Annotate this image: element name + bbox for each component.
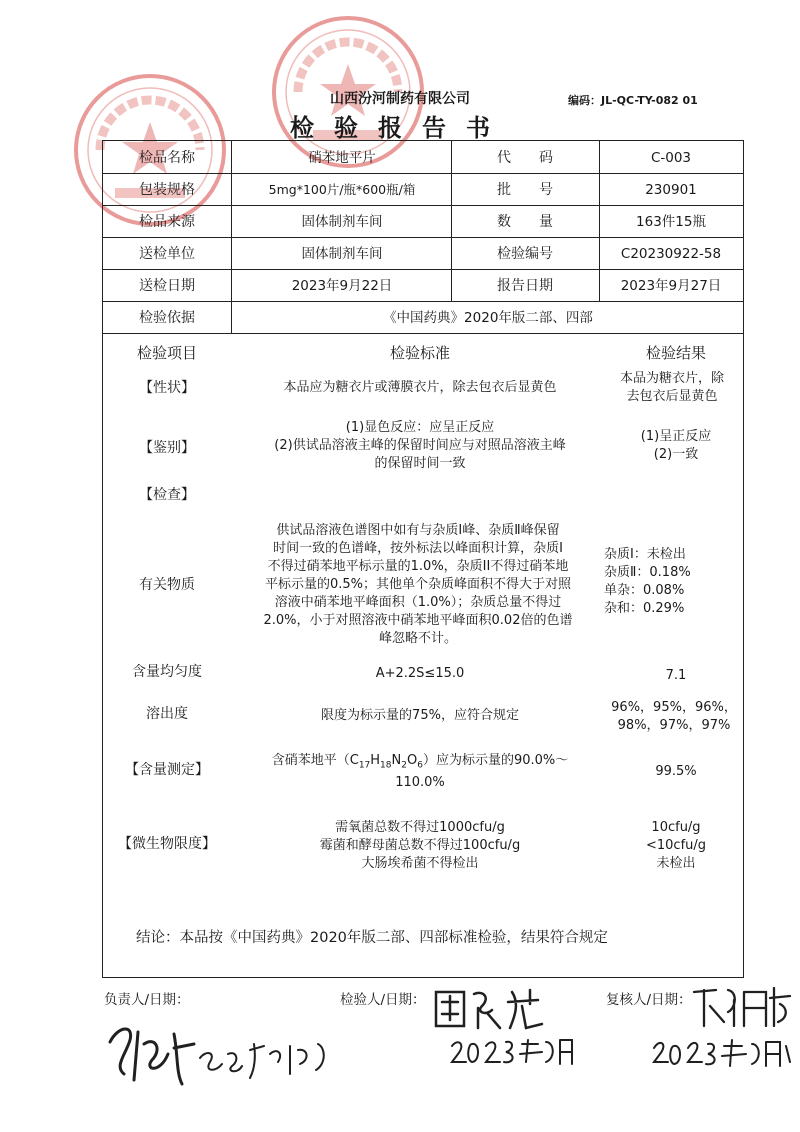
result-line: 杂质Ⅱ：0.18% bbox=[604, 565, 691, 580]
result-line: (2)一致 bbox=[653, 447, 699, 462]
code-value: C-003 bbox=[650, 149, 692, 166]
result-line: 10cfu/g bbox=[651, 820, 701, 835]
report-title: 检验报告书 bbox=[290, 114, 510, 142]
inspector-date-handwriting bbox=[448, 1034, 578, 1068]
standard-line bbox=[272, 752, 569, 775]
conclusion: 结论：本品按《中国药典》2020年版二部、四部标准检验，结果符合规定 bbox=[136, 930, 608, 946]
standard-line: 大肠埃希菌不得检出 bbox=[361, 856, 479, 871]
formula-letter: O bbox=[406, 752, 418, 768]
standard-line: 不得过硝苯地平标示量的1.0%，杂质II不得过硝苯地 bbox=[267, 559, 569, 574]
package-label: 包装规格 bbox=[139, 181, 195, 198]
row-divider bbox=[103, 333, 743, 334]
test-standard-micro bbox=[232, 816, 608, 876]
test-result-identification bbox=[608, 422, 744, 470]
batch-label: 批 号 bbox=[497, 181, 553, 198]
standard-line: (1)显色反应：应呈正反应 bbox=[345, 420, 495, 435]
result-line: 杂质Ⅰ：未检出 bbox=[604, 547, 686, 562]
inspector-signature bbox=[430, 984, 570, 1034]
source-label: 检品来源 bbox=[139, 213, 195, 230]
company-name: 山西汾河制药有限公司 bbox=[330, 91, 470, 107]
test-standard-related bbox=[222, 514, 614, 656]
result-line: 去包衣后显黄色 bbox=[626, 389, 718, 404]
test-item-related: 有关物质 bbox=[139, 577, 195, 593]
basis-value: 《中国药典》2020年版二部、四部 bbox=[383, 309, 593, 326]
source-value: 固体制剂车间 bbox=[301, 213, 383, 230]
column-header-item: 检验项目 bbox=[136, 344, 197, 362]
document-code: 编码：JL-QC-TY-082 01 bbox=[568, 94, 698, 107]
subscript: 18 bbox=[380, 760, 392, 771]
column-header-result: 检验结果 bbox=[645, 344, 706, 362]
test-item-identification: 【鉴别】 bbox=[139, 440, 195, 456]
result-line: 杂和：0.29% bbox=[604, 601, 685, 616]
test-result-appearance bbox=[600, 366, 744, 410]
formula-letter: N bbox=[391, 752, 402, 768]
sender-value: 固体制剂车间 bbox=[301, 245, 383, 262]
result-line: 98%，97%，97% bbox=[617, 718, 731, 733]
standard-line: (2)供试品溶液主峰的保留时间应与对照品溶液主峰 bbox=[274, 438, 566, 453]
test-result-dissolution bbox=[604, 696, 744, 738]
test-result-assay: 99.5% bbox=[655, 764, 697, 779]
standard-line: 供试品溶液色谱图中如有与杂质Ⅰ峰、杂质Ⅱ峰保留 bbox=[276, 523, 560, 538]
quantity-label: 数 量 bbox=[497, 213, 553, 230]
result-line: 96%，95%，96%， bbox=[611, 700, 737, 715]
standard-line: 平标示量的0.5%；其他单个杂质峰面积不得大于对照 bbox=[264, 577, 572, 592]
standard-line: 霉菌和酵母菌总数不得过100cfu/g bbox=[319, 838, 521, 853]
standard-line: 溶液中硝苯地平峰面积（1.0%）；杂质总量不得过 bbox=[274, 595, 562, 610]
test-item-check: 【检查】 bbox=[139, 487, 195, 503]
send-date-value: 2023年9月22日 bbox=[291, 277, 393, 294]
inspect-no-value: C20230922-58 bbox=[620, 245, 722, 262]
sender-label: 送检单位 bbox=[139, 245, 195, 262]
result-line: (1)呈正反应 bbox=[640, 429, 712, 444]
result-line: 未检出 bbox=[656, 856, 696, 871]
result-line: <10cfu/g bbox=[645, 838, 707, 853]
test-standard-assay bbox=[232, 750, 608, 794]
test-standard-appearance: 本品应为糖衣片或薄膜衣片，除去包衣后显黄色 bbox=[283, 380, 557, 395]
test-result-micro bbox=[608, 816, 744, 876]
standard-line: 2.0%，小于对照溶液中硝苯地平峰面积0.02倍的色谱 bbox=[263, 613, 573, 628]
standard-line: 110.0% bbox=[395, 775, 445, 791]
standard-line: 的保留时间一致 bbox=[374, 456, 466, 471]
test-standard-dissolution: 限度为标示量的75%，应符合规定 bbox=[321, 708, 519, 723]
product-name-label: 检品名称 bbox=[139, 149, 195, 166]
reviewer-date-handwriting bbox=[650, 1032, 796, 1072]
standard-text: ）应为标示量的90.0%～ bbox=[422, 752, 569, 768]
test-result-uniformity: 7.1 bbox=[665, 668, 687, 683]
test-item-uniformity: 含量均匀度 bbox=[132, 664, 202, 680]
standard-text: 含硝苯地平（C bbox=[271, 752, 359, 768]
standard-line: 需氧菌总数不得过1000cfu/g bbox=[335, 820, 505, 835]
batch-value: 230901 bbox=[645, 181, 697, 198]
test-item-assay: 【含量测定】 bbox=[125, 762, 209, 778]
standard-line: 时间一致的色谱峰，按外标法以峰面积计算，杂质Ⅰ bbox=[273, 541, 563, 556]
test-item-micro: 【微生物限度】 bbox=[118, 836, 216, 852]
responsible-signature bbox=[104, 1014, 344, 1088]
test-result-related bbox=[604, 546, 744, 626]
test-standard-uniformity: A+2.2S≤15.0 bbox=[375, 666, 465, 681]
subscript: 6 bbox=[417, 760, 423, 771]
formula-letter: H bbox=[370, 752, 381, 768]
test-item-appearance: 【性状】 bbox=[139, 380, 195, 396]
subscript: 2 bbox=[401, 760, 407, 771]
report-date-label: 报告日期 bbox=[497, 277, 553, 294]
responsible-label: 负责人/日期： bbox=[104, 992, 190, 1008]
test-item-dissolution: 溶出度 bbox=[146, 706, 188, 722]
standard-line: 峰忽略不计。 bbox=[378, 631, 457, 646]
quantity-value: 163件15瓶 bbox=[636, 213, 706, 230]
code-label: 代 码 bbox=[497, 149, 553, 166]
inspect-no-label: 检验编号 bbox=[497, 245, 553, 262]
reviewer-label: 复核人/日期： bbox=[606, 992, 692, 1008]
report-date-value: 2023年9月27日 bbox=[620, 277, 722, 294]
subscript: 17 bbox=[358, 760, 371, 771]
test-standard-identification bbox=[232, 414, 608, 478]
inspector-label: 检验人/日期： bbox=[340, 992, 426, 1008]
send-date-label: 送检日期 bbox=[139, 277, 195, 294]
product-name-value: 硝苯地平片 bbox=[308, 149, 376, 166]
reviewer-signature bbox=[690, 982, 800, 1030]
column-header-standard: 检验标准 bbox=[389, 344, 450, 362]
package-value: 5mg*100片/瓶*600瓶/箱 bbox=[268, 181, 416, 197]
result-line: 本品为糖衣片，除 bbox=[619, 371, 724, 386]
result-line: 单杂：0.08% bbox=[604, 583, 685, 598]
basis-label: 检验依据 bbox=[139, 309, 195, 326]
